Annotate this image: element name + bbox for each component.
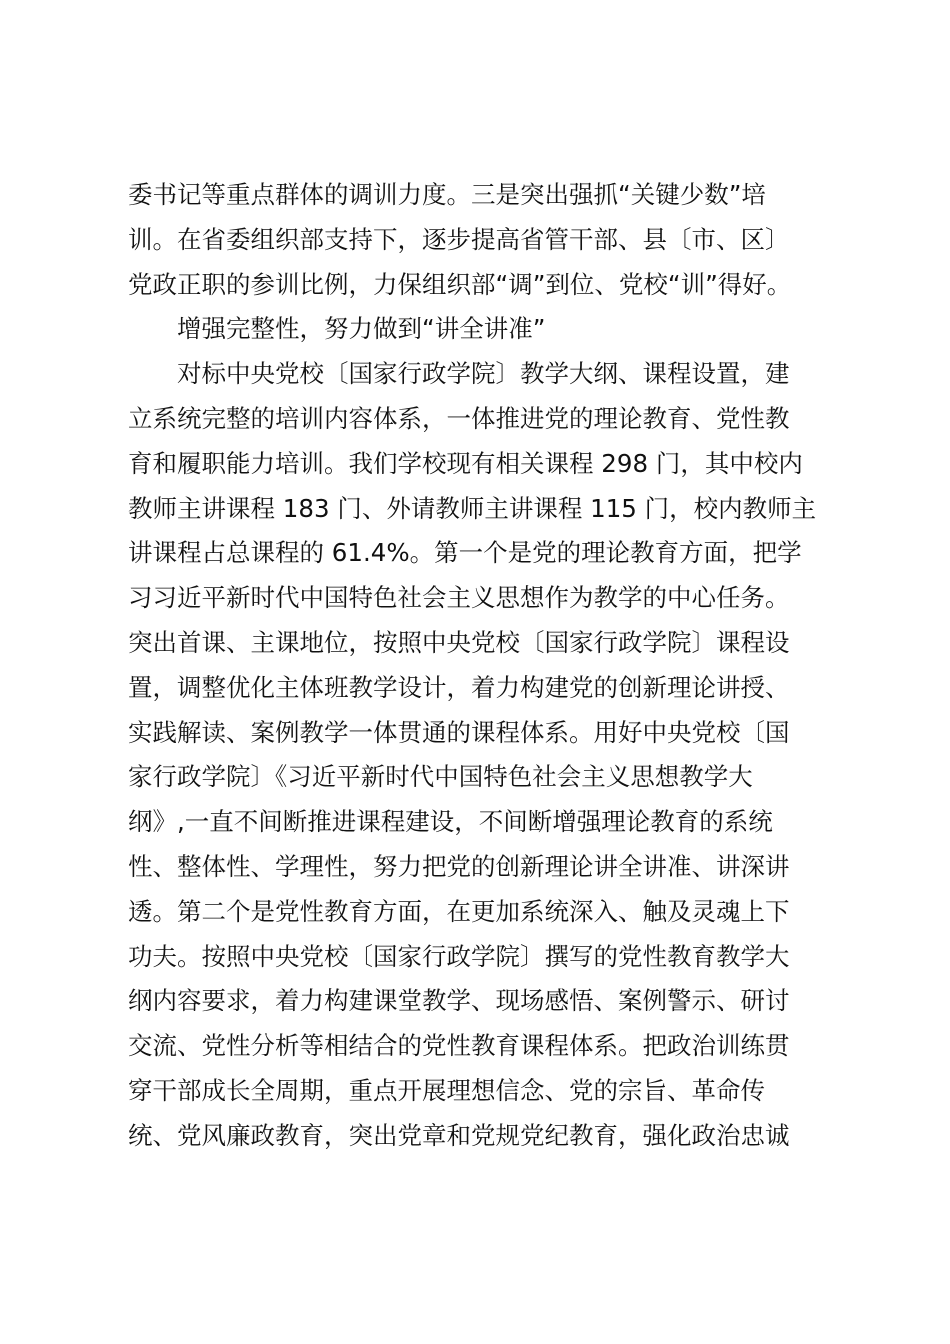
text-line: 习习近平新时代中国特色社会主义思想作为教学的中心任务。 bbox=[128, 583, 790, 613]
text-line: 性、整体性、学理性，努力把党的创新理论讲全讲准、讲深讲 bbox=[128, 851, 790, 881]
text-line: 透。第二个是党性教育方面，在更加系统深入、触及灵魂上下 bbox=[128, 896, 790, 926]
text-line: 交流、党性分析等相结合的党性教育课程体系。把政治训练贯 bbox=[128, 1031, 790, 1061]
text-line: 纲内容要求，着力构建课堂教学、现场感悟、案例警示、研讨 bbox=[128, 986, 790, 1016]
text-line: 纲》,一直不间断推进课程建设，不间断增强理论教育的系统 bbox=[128, 807, 773, 837]
text-line: 教师主讲课程 183 门、外请教师主讲课程 115 门，校内教师主 bbox=[128, 493, 817, 523]
text-line: 党政正职的参训比例，力保组织部“调”到位、党校“训”得好。 bbox=[128, 269, 792, 299]
text-line: 穿干部成长全周期，重点开展理想信念、党的宗旨、革命传 bbox=[128, 1075, 765, 1105]
text-line: 统、党风廉政教育，突出党章和党规党纪教育，强化政治忠诚 bbox=[128, 1120, 790, 1150]
body-text bbox=[128, 173, 848, 1159]
text-line: 置，调整优化主体班教学设计，着力构建党的创新理论讲授、 bbox=[128, 672, 790, 702]
text-line: 训。在省委组织部支持下，逐步提高省管干部、县〔市、区〕 bbox=[128, 224, 790, 254]
text-line: 讲课程占总课程的 61.4%。第一个是党的理论教育方面，把学 bbox=[128, 538, 802, 568]
text-line: 委书记等重点群体的调训力度。三是突出强抓“关键少数”培 bbox=[128, 180, 766, 209]
text-line: 功夫。按照中央党校〔国家行政学院〕撰写的党性教育教学大 bbox=[128, 941, 790, 971]
text-line: 育和履职能力培训。我们学校现有相关课程 298 门，其中校内 bbox=[128, 448, 803, 478]
text-line: 家行政学院〕《习近平新时代中国特色社会主义思想教学大 bbox=[128, 762, 753, 792]
text-line: 立系统完整的培训内容体系，一体推进党的理论教育、党性教 bbox=[128, 403, 790, 433]
text-line: 突出首课、主课地位，按照中央党校〔国家行政学院〕课程设 bbox=[128, 627, 790, 657]
text-line: 实践解读、案例教学一体贯通的课程体系。用好中央党校〔国 bbox=[128, 717, 790, 747]
section-heading: 增强完整性，努力做到“讲全讲准” bbox=[128, 314, 546, 344]
text-line: 对标中央党校〔国家行政学院〕教学大纲、课程设置，建 bbox=[128, 359, 790, 389]
